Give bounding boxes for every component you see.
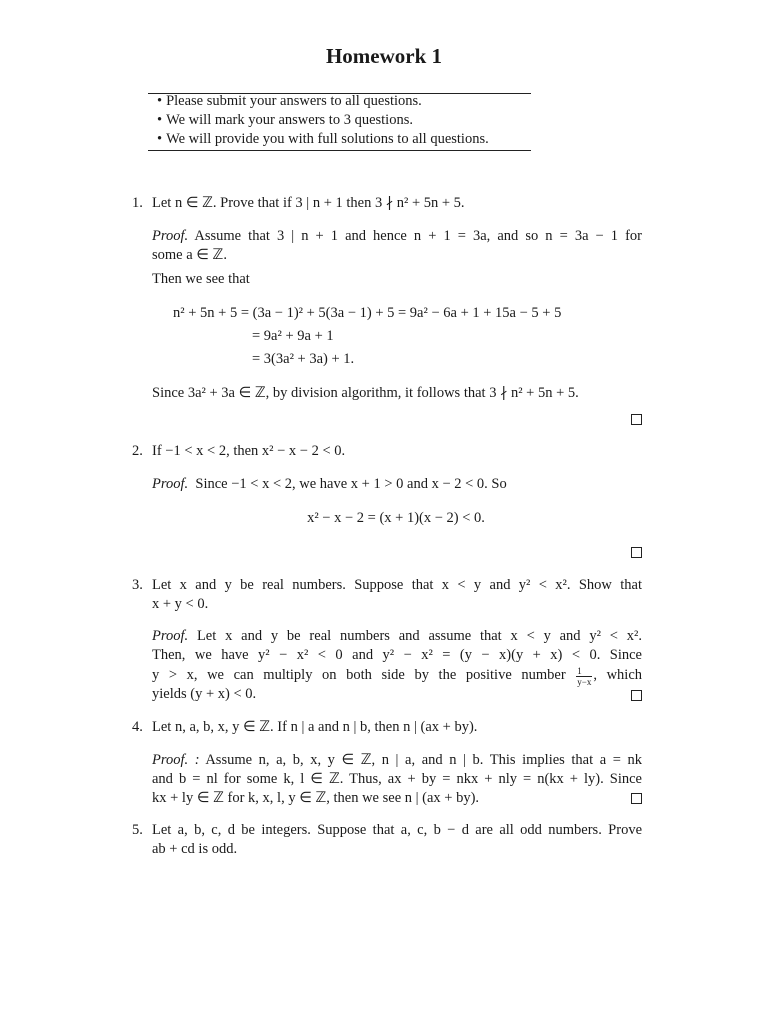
question-number: 1. [132,195,143,211]
qed-square-icon [631,547,642,558]
equation-line: = 3(3a² + 3a) + 1. [252,351,355,367]
qed-square-icon [631,414,642,425]
note-text: Please submit your answers to all questions. [166,93,422,109]
proof-line: Let x and y be real numbers and assume that x < y and y² < x². [196,628,642,644]
question-statement: Let a, b, c, d be integers. Suppose that a, c, b − d are all odd numbers. Prove [152,822,642,838]
proof-line-part: , which [593,667,642,683]
equation-line: = 9a² + 9a + 1 [252,328,334,344]
question-number: 2. [132,443,143,459]
proof-text [152,476,507,493]
bullet: • [157,112,163,128]
question-statement: Let n ∈ ℤ. Prove that if 3 | n + 1 then 3 ∤ n² + 5n + 5. [152,195,465,211]
note-item [157,93,422,110]
proof-line: some a ∈ ℤ. [152,247,227,263]
question-statement: Let x and y be real numbers. Suppose that x < y and y² < x². Show that [152,577,642,593]
proof-label: Proof. [152,228,189,244]
bullet: • [157,131,163,147]
proof-label: Proof. [152,476,189,492]
question-number: 3. [132,577,143,593]
question-statement: Let n, a, b, x, y ∈ ℤ. If n | a and n | b, then n | (ax + by). [152,719,478,735]
proof-line: kx + ly ∈ ℤ for k, x, l, y ∈ ℤ, then we see n | (ax + by). [152,790,480,806]
fraction [576,666,592,687]
proof-line: yields (y + x) < 0. [152,686,257,702]
proof-line: Then we see that [152,271,250,287]
proof-line: Since −1 < x < 2, we have x + 1 > 0 and x − 2 < 0. So [195,476,507,492]
proof-line: and b = nl for some k, l ∈ ℤ. Thus, ax + by = nkx + nly = n(kx + ly). Since [152,771,642,787]
question-number: 5. [132,822,143,838]
question-statement: If −1 < x < 2, then x² − x − 2 < 0. [152,443,346,459]
proof-text [152,752,642,769]
fraction-denominator: y−x [577,677,592,687]
proof-line [152,666,642,687]
proof-line-part: y > x, we can multiply on both side by the positive number [152,667,566,683]
question-statement: ab + cd is odd. [152,841,238,857]
proof-line: Assume that 3 | n + 1 and hence n + 1 = 3a, and so n = 3a − 1 for [194,228,643,244]
proof-label: Proof. [152,628,189,644]
note-item [157,131,489,148]
equation-line: x² − x − 2 = (x + 1)(x − 2) < 0. [307,510,485,526]
page-title: Homework 1 [325,44,443,68]
fraction-numerator: 1 [576,666,592,677]
proof-label: Proof. : [152,752,200,768]
note-text: We will mark your answers to 3 questions. [166,112,413,128]
proof-line: Then, we have y² − x² < 0 and y² − x² = (y − x)(y + x) < 0. Since [152,647,642,663]
note-item [157,112,413,129]
proof-conclusion: Since 3a² + 3a ∈ ℤ, by division algorithm, it follows that 3 ∤ n² + 5n + 5. [152,385,579,401]
note-text: We will provide you with full solutions to all questions. [166,131,489,147]
bullet: • [157,93,163,109]
proof-text [152,628,642,645]
question-number: 4. [132,719,143,735]
proof-text [152,228,642,245]
question-statement: x + y < 0. [152,596,209,612]
proof-line: Assume n, a, b, x, y ∈ ℤ, n | a, and n | b. This implies that a = nk [205,752,642,768]
qed-square-icon [631,690,642,701]
equation-line: n² + 5n + 5 = (3a − 1)² + 5(3a − 1) + 5 = 9a² − 6a + 1 + 15a − 5 + 5 [173,305,562,321]
qed-square-icon [631,793,642,804]
bottom-rule [148,150,531,151]
